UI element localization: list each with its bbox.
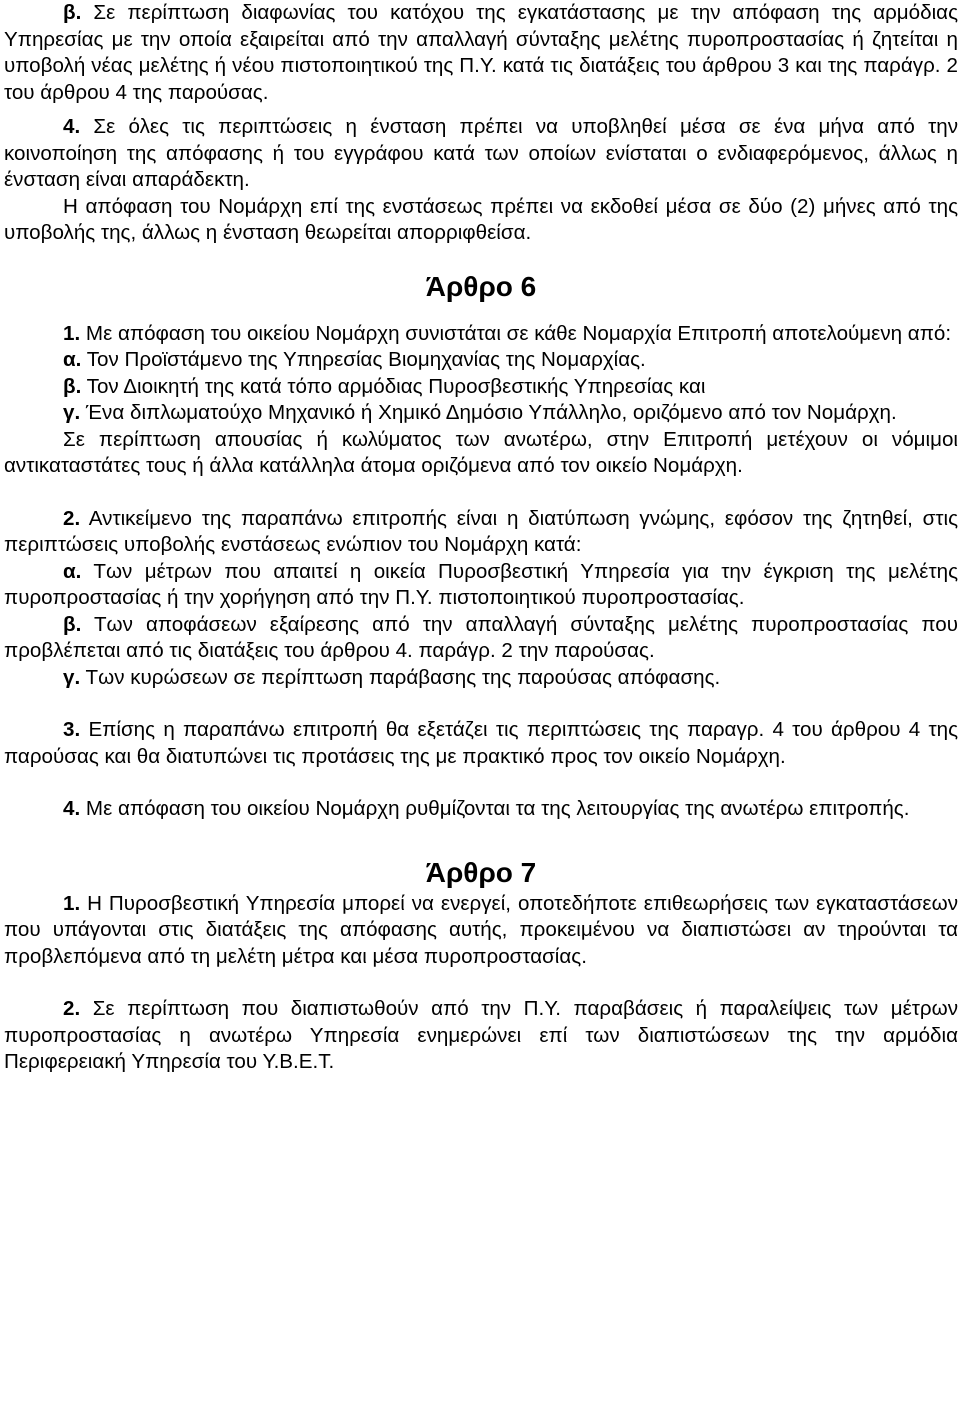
article-6-paragraph-1-absence: Σε περίπτωση απουσίας ή κωλύματος των ανωτέρω, στην Επιτροπή μετέχουν οι νόμιμοι αντικαταστάτες τους ή άλλα κατάλληλα άτομα οριζόμενα από τον οικείο Νομάρχη. — [4, 427, 958, 477]
paragraph-prefect-decision: Η απόφαση του Νομάρχη επί της ενστάσεως πρέπει να εκδοθεί μέσα σε δύο (2) μήνες από της υποβολής της, άλλως η ένσταση θεωρείται απορριφθείσα. — [4, 194, 958, 244]
article-6-paragraph-2-item-a — [4, 559, 958, 612]
paragraph-4-objection-deadline — [4, 114, 958, 194]
paragraph-beta-objection-case — [4, 0, 958, 106]
paragraph-text: Των κυρώσεων σε περίπτωση παράβασης της παρούσας απόφασης. — [80, 665, 721, 689]
item-label: β. — [63, 374, 82, 398]
item-label: β. — [63, 1, 82, 24]
item-label: 1. — [63, 321, 81, 345]
article-6-paragraph-1-item-b — [4, 374, 958, 401]
article-6-paragraph-2-item-c — [4, 665, 958, 692]
paragraph-text: Αντικείμενο της παραπάνω επιτροπής είναι η διατύπωση γνώμης, εφόσον της ζητηθεί, στις περιπτώσεις υποβολής ενστάσεως ενώπιον του Νομάρχη κατά: — [4, 506, 958, 556]
article-7-heading: Άρθρο 7 — [425, 856, 537, 888]
paragraph-text: Των αποφάσεων εξαίρεσης από την απαλλαγή σύνταξης μελέτης πυροπροστασίας που προβλέπεται από τις διατάξεις του άρθρου 4. παράγρ. 2 την παρούσας. — [4, 612, 958, 662]
item-label: 4. — [63, 115, 81, 138]
article-6-heading: Άρθρο 6 — [425, 270, 537, 302]
item-label: 2. — [63, 506, 81, 530]
paragraph-text: Σε όλες τις περιπτώσεις η ένσταση πρέπει να υποβληθεί μέσα σε ένα μήνα από την κοινοποίηση της απόφασης ή του εγγράφου κατά των οποίων ενίσταται ο ενδιαφερόμενος, άλλως η ένσταση είναι απαράδεκτη. — [4, 115, 958, 191]
paragraph-text: Η Πυροσβεστική Υπηρεσία μπορεί να ενεργεί, οποτεδήποτε επιθεωρήσεις των εγκαταστάσεων που υπάγονται στις διατάξεις της απόφασης αυτής, προκειμένου να διαπιστώσει αν τηρούνται τα προβλεπόμενα από τη μελέτη μέτρα και μέσα πυροπροστασίας. — [4, 891, 958, 968]
item-label: 1. — [63, 891, 81, 915]
article-6-paragraph-1 — [4, 321, 958, 348]
article-6-paragraph-2-item-b — [4, 612, 958, 665]
item-label: α. — [63, 559, 82, 583]
item-label: 4. — [63, 797, 81, 820]
article-6-paragraph-2 — [4, 506, 958, 559]
article-6-paragraph-1-item-a — [4, 347, 958, 374]
document-page — [4, 0, 958, 1409]
paragraph-text: Με απόφαση του οικείου Νομάρχη συνιστάται σε κάθε Νομαρχία Επιτροπή αποτελούμενη από: — [80, 321, 952, 345]
article-7-paragraph-1 — [4, 891, 958, 971]
paragraph-text: Ένα διπλωματούχο Μηχανικό ή Χημικό Δημόσιο Υπάλληλο, οριζόμενο από τον Νομάρχη. — [80, 401, 897, 424]
item-label: γ. — [63, 401, 81, 424]
paragraph-text: Με απόφαση του οικείου Νομάρχη ρυθμίζονται τα της λειτουργίας της ανωτέρω επιτροπής. — [80, 797, 910, 820]
paragraph-text: Σε περίπτωση που διαπιστωθούν από την Π.Υ. παραβάσεις ή παραλείψεις των μέτρων πυροπροστασίας η ανωτέρω Υπηρεσία ενημερώνει επί των διαπιστώσεων της την αρμόδια Περιφερειακή Υπηρεσία του Υ.Β.Ε.Τ. — [4, 997, 958, 1073]
item-label: α. — [63, 348, 82, 371]
item-label: γ. — [63, 665, 81, 689]
item-label: 2. — [63, 997, 81, 1020]
item-label: β. — [63, 612, 82, 636]
article-7-paragraph-2 — [4, 996, 958, 1076]
article-6-paragraph-4 — [4, 796, 958, 823]
paragraph-text: Τον Διοικητή της κατά τόπο αρμόδιας Πυροσβεστικής Υπηρεσίας και — [81, 374, 706, 398]
article-6-paragraph-3 — [4, 717, 958, 770]
paragraph-text: Τον Προϊστάμενο της Υπηρεσίας Βιομηχανίας της Νομαρχίας. — [81, 348, 646, 371]
paragraph-text: Επίσης η παραπάνω επιτροπή θα εξετάζει τις περιπτώσεις της παραγρ. 4 του άρθρου 4 της παρούσας και θα διατυπώνει τις προτάσεις της με πρακτικό προς τον οικείο Νομάρχη. — [4, 718, 958, 768]
paragraph-text: Σε περίπτωση διαφωνίας του κατόχου της εγκατάστασης με την απόφαση της αρμόδιας Υπηρεσίας με την οποία εξαιρείται από την απαλλαγή σύνταξης μελέτης πυροπροστασίας ή ζητείται η υποβολή νέας μελέτης ή νέου πιστοποιητικού της Π.Υ. κατά τις διατάξεις του άρθρου 3 και της παράγρ. 2 του άρθρου 4 της παρούσας. — [4, 1, 958, 104]
article-6-paragraph-1-item-c — [4, 400, 958, 427]
paragraph-text: Των μέτρων που απαιτεί η οικεία Πυροσβεστική Υπηρεσία για την έγκριση της μελέτης πυροπροστασίας ή την χορήγηση από την Π.Υ. πιστοποιητικού πυροπροστασίας. — [4, 559, 958, 609]
item-label: 3. — [63, 718, 81, 741]
